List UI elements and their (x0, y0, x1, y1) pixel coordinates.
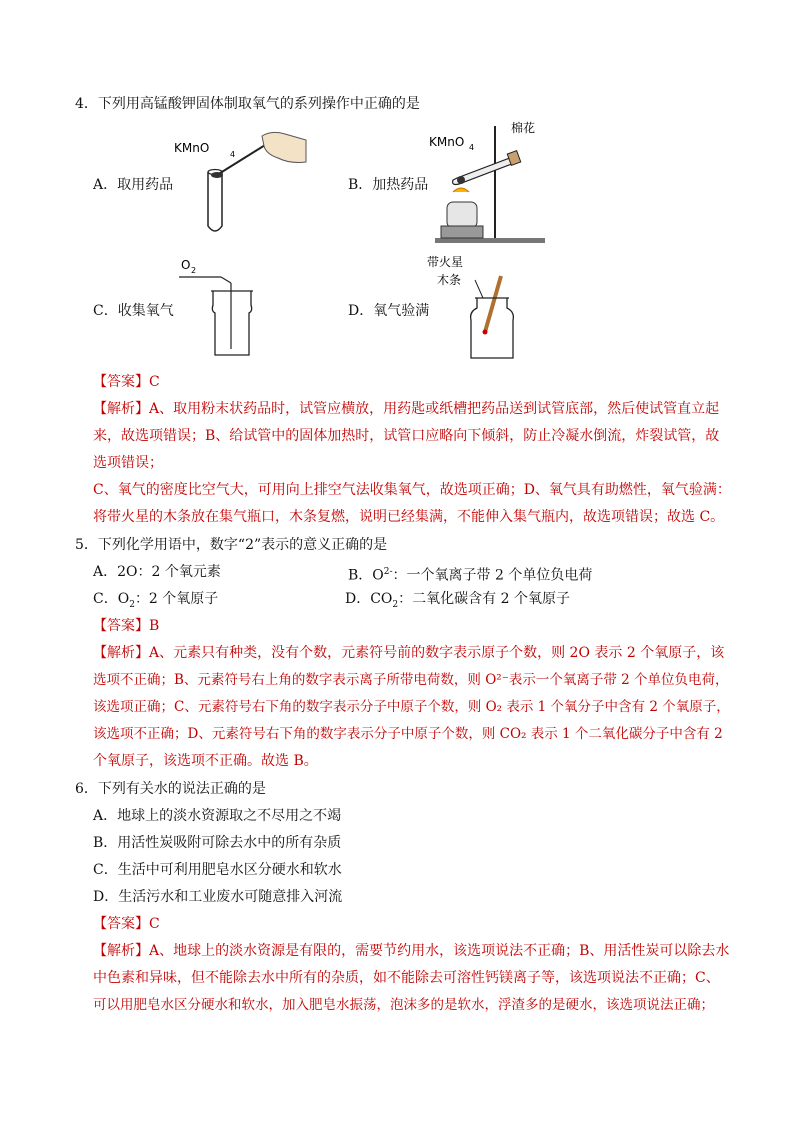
svg-text:2: 2 (191, 266, 197, 275)
q5-answer: 【答案】B (93, 618, 160, 634)
figure-a-take-reagent (170, 130, 310, 240)
q5-option-c: C．$O_2$：2 个氧原子 (93, 591, 219, 610)
q4-option-a: A．取用药品 (93, 177, 174, 193)
svg-text:棉花: 棉花 (511, 121, 536, 135)
q4-analysis-line-1: 【解析】A、取用粉末状药品时，试管应横放，用药匙或纸槽把药品送到试管底部，然后使试管直立起 (93, 401, 720, 417)
q5-option-d: D．$CO_2$：二氧化碳含有 2 个氧原子 (345, 591, 570, 610)
q6-option-a: A．地球上的淡水资源取之不尽用之不竭 (93, 808, 342, 824)
q4-option-b: B．加热药品 (348, 177, 429, 193)
q6-option-c: C．生活中可利用肥皂水区分硬水和软水 (93, 862, 342, 878)
q6-answer: 【答案】C (93, 916, 160, 932)
q4-analysis-line-4: C、氧气的密度比空气大，可用向上排空气法收集氧气，故选项正确；D、氧气具有助燃性，氧气验满： (93, 482, 731, 498)
svg-text:4: 4 (469, 143, 475, 152)
q6-analysis-line-1: 【解析】A、地球上的淡水资源是有限的，需要节约用水，该选项说法不正确；B、用活性炭可以除去水 (93, 943, 730, 959)
svg-text:KMnO: KMnO (429, 135, 465, 149)
kmno4-label-a: KMnO (174, 141, 210, 155)
q5-analysis-line-2: 选项不正确；B、元素符号右上角的数字表示离子所带电荷数，则 O²⁻表示一个氧离子带 2 个单位负电荷， (93, 672, 729, 688)
figure-b-heating (425, 118, 565, 248)
q4-option-d: D．氧气验满 (348, 303, 430, 319)
q4-stem: 4．下列用高锰酸钾固体制取氧气的系列操作中正确的是 (75, 96, 420, 112)
svg-text:4: 4 (230, 150, 236, 159)
q4-option-c: C．收集氧气 (93, 303, 174, 319)
q5-stem: 5．下列化学用语中，数字“2”表示的意义正确的是 (75, 537, 388, 553)
svg-text:O: O (181, 258, 191, 272)
q6-option-b: B．用活性炭吸附可除去水中的所有杂质 (93, 835, 342, 851)
figure-d-test-full (425, 250, 535, 365)
figure-c-collect-gas (175, 255, 275, 360)
q5-analysis-line-5: 个氧原子，该选项不正确。故选 B。 (93, 753, 318, 769)
q5-analysis-line-3: 该选项正确；C、元素符号右下角的数字表示分子中原子个数，则 O₂ 表示 1 个氧分子中含有 2 个氧原子， (93, 699, 730, 715)
q4-analysis-line-5: 将带火星的木条放在集气瓶口，木条复燃，说明已经集满，不能伸入集气瓶内，故选项错误；故选 C。 (93, 509, 725, 525)
q5-analysis-line-4: 该选项不正确；D、元素符号右下角的数字表示分子中原子个数，则 CO₂ 表示 1 个二氧化碳分子中含有 2 (93, 726, 723, 742)
q5-option-b: B．$O^{2-}$：一个氧离子带 2 个单位负电荷 (348, 567, 593, 584)
q5-option-a: A．2O：2 个氧元素 (93, 564, 221, 580)
q4-answer: 【答案】C (93, 374, 160, 390)
q6-stem: 6．下列有关水的说法正确的是 (75, 781, 266, 797)
q5-analysis-line-1: 【解析】A、元素只有种类，没有个数，元素符号前的数字表示原子个数，则 2O 表示 2 个氧原子，该 (93, 645, 725, 661)
q4-analysis-line-3: 选项错误； (93, 455, 163, 471)
q6-option-d: D．生活污水和工业废水可随意排入河流 (93, 889, 343, 905)
q4-analysis-line-2: 来，故选项错误；B、给试管中的固体加热时，试管口应略向下倾斜，防止冷凝水倒流，炸裂试管，故 (93, 428, 720, 444)
svg-text:带火星: 带火星 (427, 255, 464, 269)
q6-analysis-line-2: 中色素和异味，但不能除去水中所有的杂质，如不能除去可溶性钙镁离子等，该选项说法不正确；C、 (93, 970, 720, 986)
svg-text:木条: 木条 (437, 273, 462, 287)
q6-analysis-line-3: 可以用肥皂水区分硬水和软水，加入肥皂水振荡，泡沫多的是软水，浮渣多的是硬水，该选项说法正确； (93, 997, 714, 1013)
